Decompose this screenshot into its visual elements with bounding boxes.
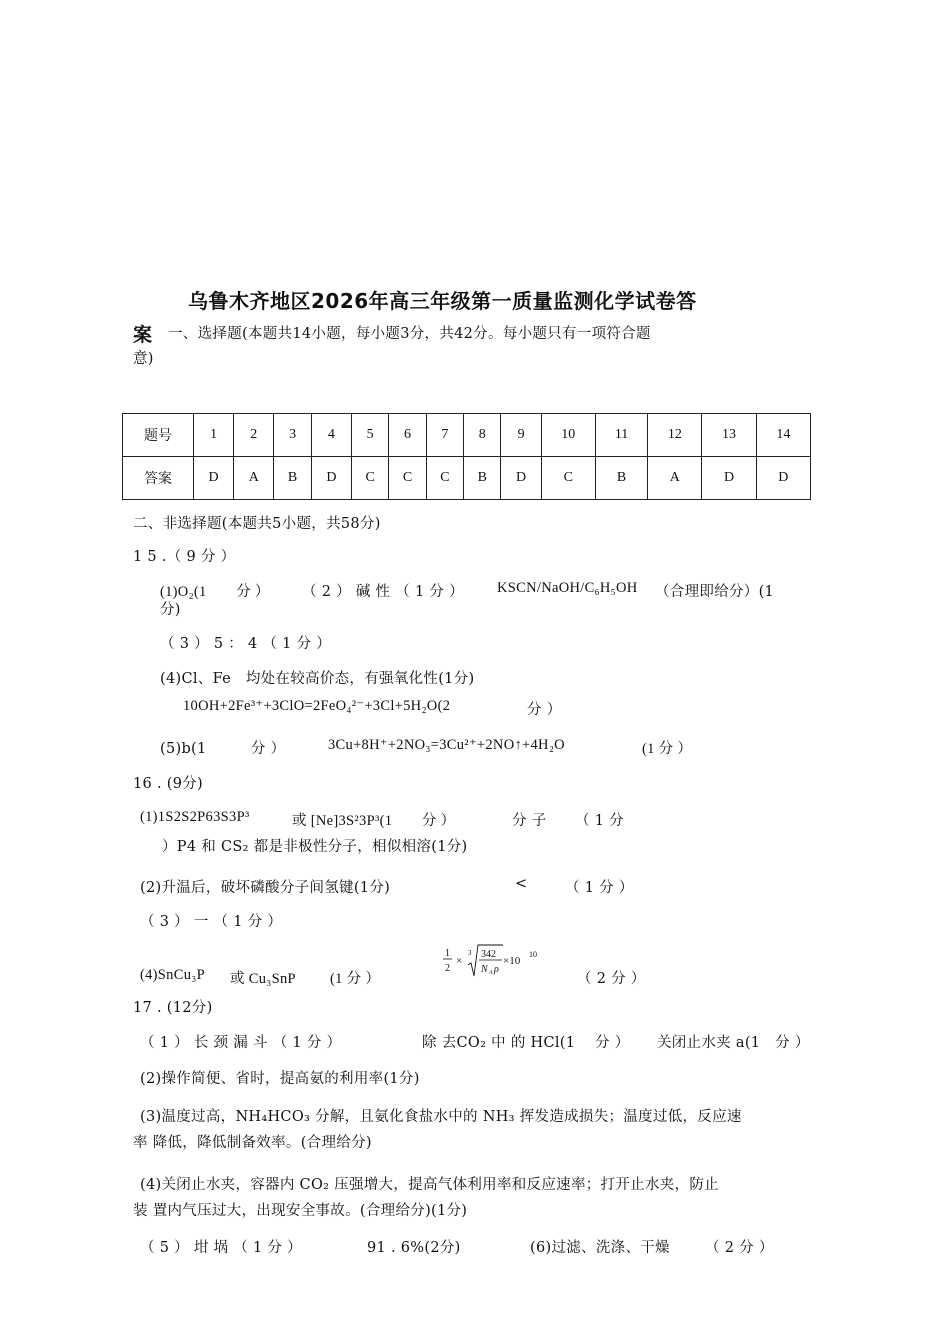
table-row-label: 题号 (123, 414, 194, 457)
q17-part4-line2: 装 置内气压过大，出现安全事故。(合理给分)(1分) (133, 1203, 468, 1219)
q17-part1-b: 除 去CO₂ 中 的 HCl(1 分 ） (422, 1035, 630, 1051)
q16-part2-compare: < (515, 876, 528, 892)
formula-denominator: N (481, 964, 488, 975)
table-row-numbers (123, 414, 811, 457)
q17-part4-line1: (4)关闭止水夹，容器内 CO₂ 压强增大，提高气体利用率和反应速率；打开止水夹，防止 (140, 1177, 719, 1193)
q15-heading: 1 5 .（ 9 分 ） (133, 549, 236, 565)
table-cell: 1 (194, 414, 234, 457)
q15-reagents: KSCN/NaOH/C₆H₅OH (497, 580, 638, 596)
table-cell: B (595, 457, 647, 500)
formula-times: × (456, 955, 463, 967)
table-cell: 10 (541, 414, 595, 457)
q15-part4: (4)Cl、Fe 均处在较高价态，有强氧化性(1分) (160, 671, 475, 687)
table-cell: D (194, 457, 234, 500)
q16-part1-config-alt: 或 [Ne]3S²3P³(1 分 ） (292, 813, 456, 829)
answer-table (122, 413, 811, 500)
q15-part5-equation: 3Cu+8H⁺+2NO₃=3Cu²⁺+2NO↑+4H₂O (328, 737, 565, 753)
q16-heading: 16 . (9分) (133, 776, 204, 792)
table-cell: A (234, 457, 274, 500)
q15-reagents-score: 分) (160, 602, 181, 618)
table-cell: 5 (351, 414, 388, 457)
q17-part2: (2)操作简便、省时，提高氨的利用率(1分) (140, 1071, 420, 1087)
q16-part4-formula-score: （ 2 分 ） (577, 971, 646, 987)
formula-power-base: ×10 (503, 955, 521, 967)
q16-part4-formula1: (4)SnCu₃P (140, 967, 205, 983)
table-cell: 9 (501, 414, 541, 457)
formula-half-numerator: 1 (445, 948, 450, 959)
section2-heading: 二、非选择题(本题共5小题，共58分) (133, 516, 381, 532)
table-cell: C (426, 457, 463, 500)
table-cell: 13 (702, 414, 756, 457)
q17-heading: 17 . (12分) (133, 1000, 213, 1016)
table-cell: 8 (464, 414, 501, 457)
q16-density-formula (441, 943, 546, 983)
q17-part1-c: 关闭止水夹 a(1 分 ） (657, 1035, 810, 1051)
table-cell: 4 (311, 414, 351, 457)
q15-part3: （ 3 ） 5 ： 4 （ 1 分 ） (160, 636, 332, 652)
q17-part1-a: （ 1 ） 长 颈 漏 斗 （ 1 分 ） (140, 1035, 342, 1051)
table-cell: A (648, 457, 702, 500)
q15-part4-score: 分 ） (527, 702, 562, 718)
formula-denominator-subscript: A (489, 970, 493, 976)
q17-part5-yield: 91 . 6%(2分) (367, 1240, 461, 1256)
q17-part3-line1: (3)温度过高，NH₄HCO₃ 分解，且氨化食盐水中的 NH₃ 挥发造成损失；温度过低，反应速 (140, 1109, 742, 1125)
q17-part3-line2: 率 降低，降低制备效率。(合理给分) (133, 1135, 372, 1151)
formula-exponent: 10 (529, 950, 537, 959)
page-title-continued: 案 (133, 324, 153, 346)
q16-part1-reason: ）P4 和 CS₂ 都是非极性分子，相似相溶(1分) (162, 839, 468, 855)
q16-part1-type-score: （ 1 分 (575, 813, 624, 829)
q15-part5: (5)b(1 分 ） (160, 741, 286, 757)
table-cell: 7 (426, 414, 463, 457)
q16-part2: (2)升温后，破坏磷酸分子间氢键(1分) (140, 880, 391, 896)
table-cell: 3 (274, 414, 311, 457)
table-cell: D (702, 457, 756, 500)
table-cell: 6 (389, 414, 426, 457)
section1-heading: 一、选择题(本题共14小题，每小题3分，共42分。每小题只有一项符合题 (168, 326, 651, 342)
table-cell: C (351, 457, 388, 500)
table-cell: 14 (756, 414, 810, 457)
q16-part1-type: 分 子 (512, 813, 547, 829)
table-cell: B (274, 457, 311, 500)
table-cell: B (464, 457, 501, 500)
q15-part5-score: (1 分 ） (642, 741, 693, 757)
table-cell: D (311, 457, 351, 500)
q15-part4-equation: 10OH+2Fe³⁺+3ClO=2FeO₄²⁻+3Cl+5H₂O(2 (183, 698, 451, 714)
q16-part4-formula2: 或 Cu₃SnP (230, 971, 296, 987)
q16-part1-config: (1)1S2S2P63S3P³ (140, 809, 250, 825)
q15-part2: （ 2 ） 碱 性 （ 1 分 ） (302, 584, 464, 600)
section1-heading-cont: 意) (133, 351, 154, 367)
formula-half-denominator: 2 (445, 963, 450, 974)
q15-reagents-note: （合理即给分）(1 (655, 584, 775, 600)
table-cell: C (541, 457, 595, 500)
table-cell: D (501, 457, 541, 500)
table-row-label: 答案 (123, 457, 194, 500)
page-title: 乌鲁木齐地区2026年高三年级第一质量监测化学试卷答 (188, 289, 697, 313)
formula-root-index: 3 (468, 949, 472, 957)
q17-part6: (6)过滤、洗涤、干燥 (530, 1240, 670, 1256)
table-cell: 11 (595, 414, 647, 457)
table-cell: C (389, 457, 426, 500)
formula-numerator: 342 (481, 949, 496, 960)
q16-part3: （ 3 ） 一 （ 1 分 ） (140, 914, 283, 930)
q17-part6-score: （ 2 分 ） (705, 1240, 774, 1256)
table-cell: D (756, 457, 810, 500)
q17-part5: （ 5 ） 坩 埚 （ 1 分 ） (140, 1240, 302, 1256)
table-cell: 2 (234, 414, 274, 457)
formula-rho: ρ (494, 964, 499, 975)
table-cell: 12 (648, 414, 702, 457)
q16-part2-score: （ 1 分 ） (565, 880, 634, 896)
q15-part1-a: (1)O₂(1 分 ） (160, 584, 270, 600)
table-row-answers (123, 457, 811, 500)
q16-part4-score: (1 分 ） (330, 971, 381, 987)
